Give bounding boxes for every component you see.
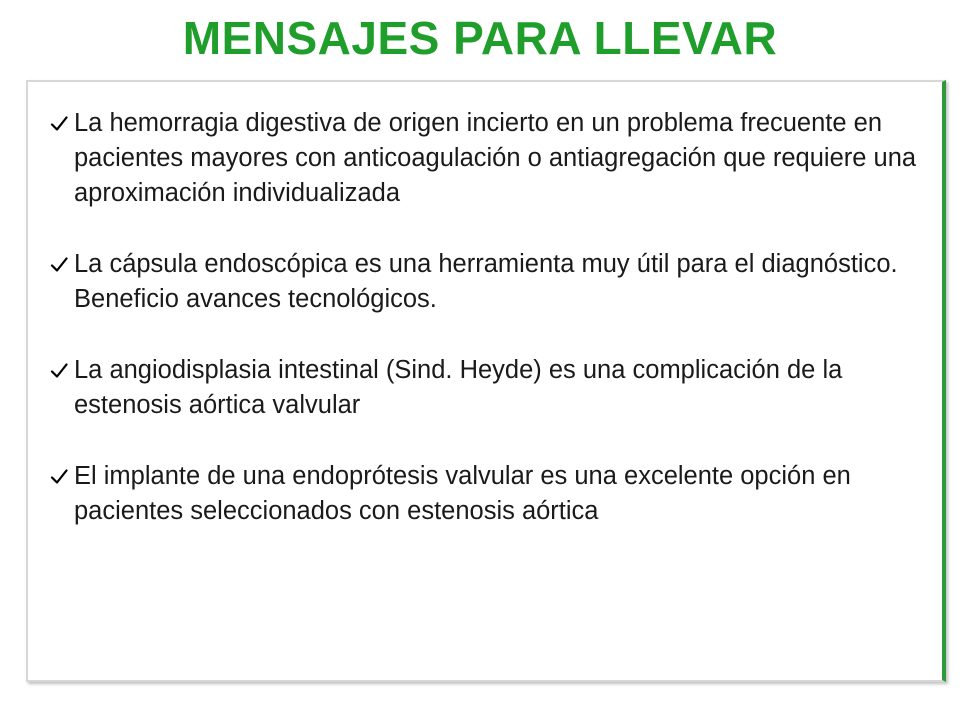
- checkmark-icon: [50, 256, 68, 274]
- bullet-text: La angiodisplasia intestinal (Sind. Heyde) es una complicación de la estenosis aórtica valvular: [74, 356, 843, 419]
- bullet-text: La cápsula endoscópica es una herramienta muy útil para el diagnóstico. Beneficio avances tecnológicos.: [74, 250, 898, 313]
- bullet-text: La hemorragia digestiva de origen incierto en un problema frecuente en pacientes mayores con anticoagulación o antiagregación que requiere una aproximación individualizada: [74, 109, 917, 207]
- bullet-item: [28, 106, 922, 211]
- slide-title: MENSAJES PARA LLEVAR: [182, 12, 778, 64]
- checkmark-icon: [50, 362, 68, 380]
- bullet-item: [28, 247, 922, 317]
- checkmark-icon: [50, 468, 68, 486]
- content-box: [26, 80, 946, 682]
- bullet-item: [28, 459, 922, 529]
- bullet-text: El implante de una endoprótesis valvular es una excelente opción en pacientes seleccionados con estenosis aórtica: [74, 462, 851, 525]
- bullet-list: [28, 82, 942, 529]
- checkmark-icon: [50, 115, 68, 133]
- bullet-item: [28, 353, 922, 423]
